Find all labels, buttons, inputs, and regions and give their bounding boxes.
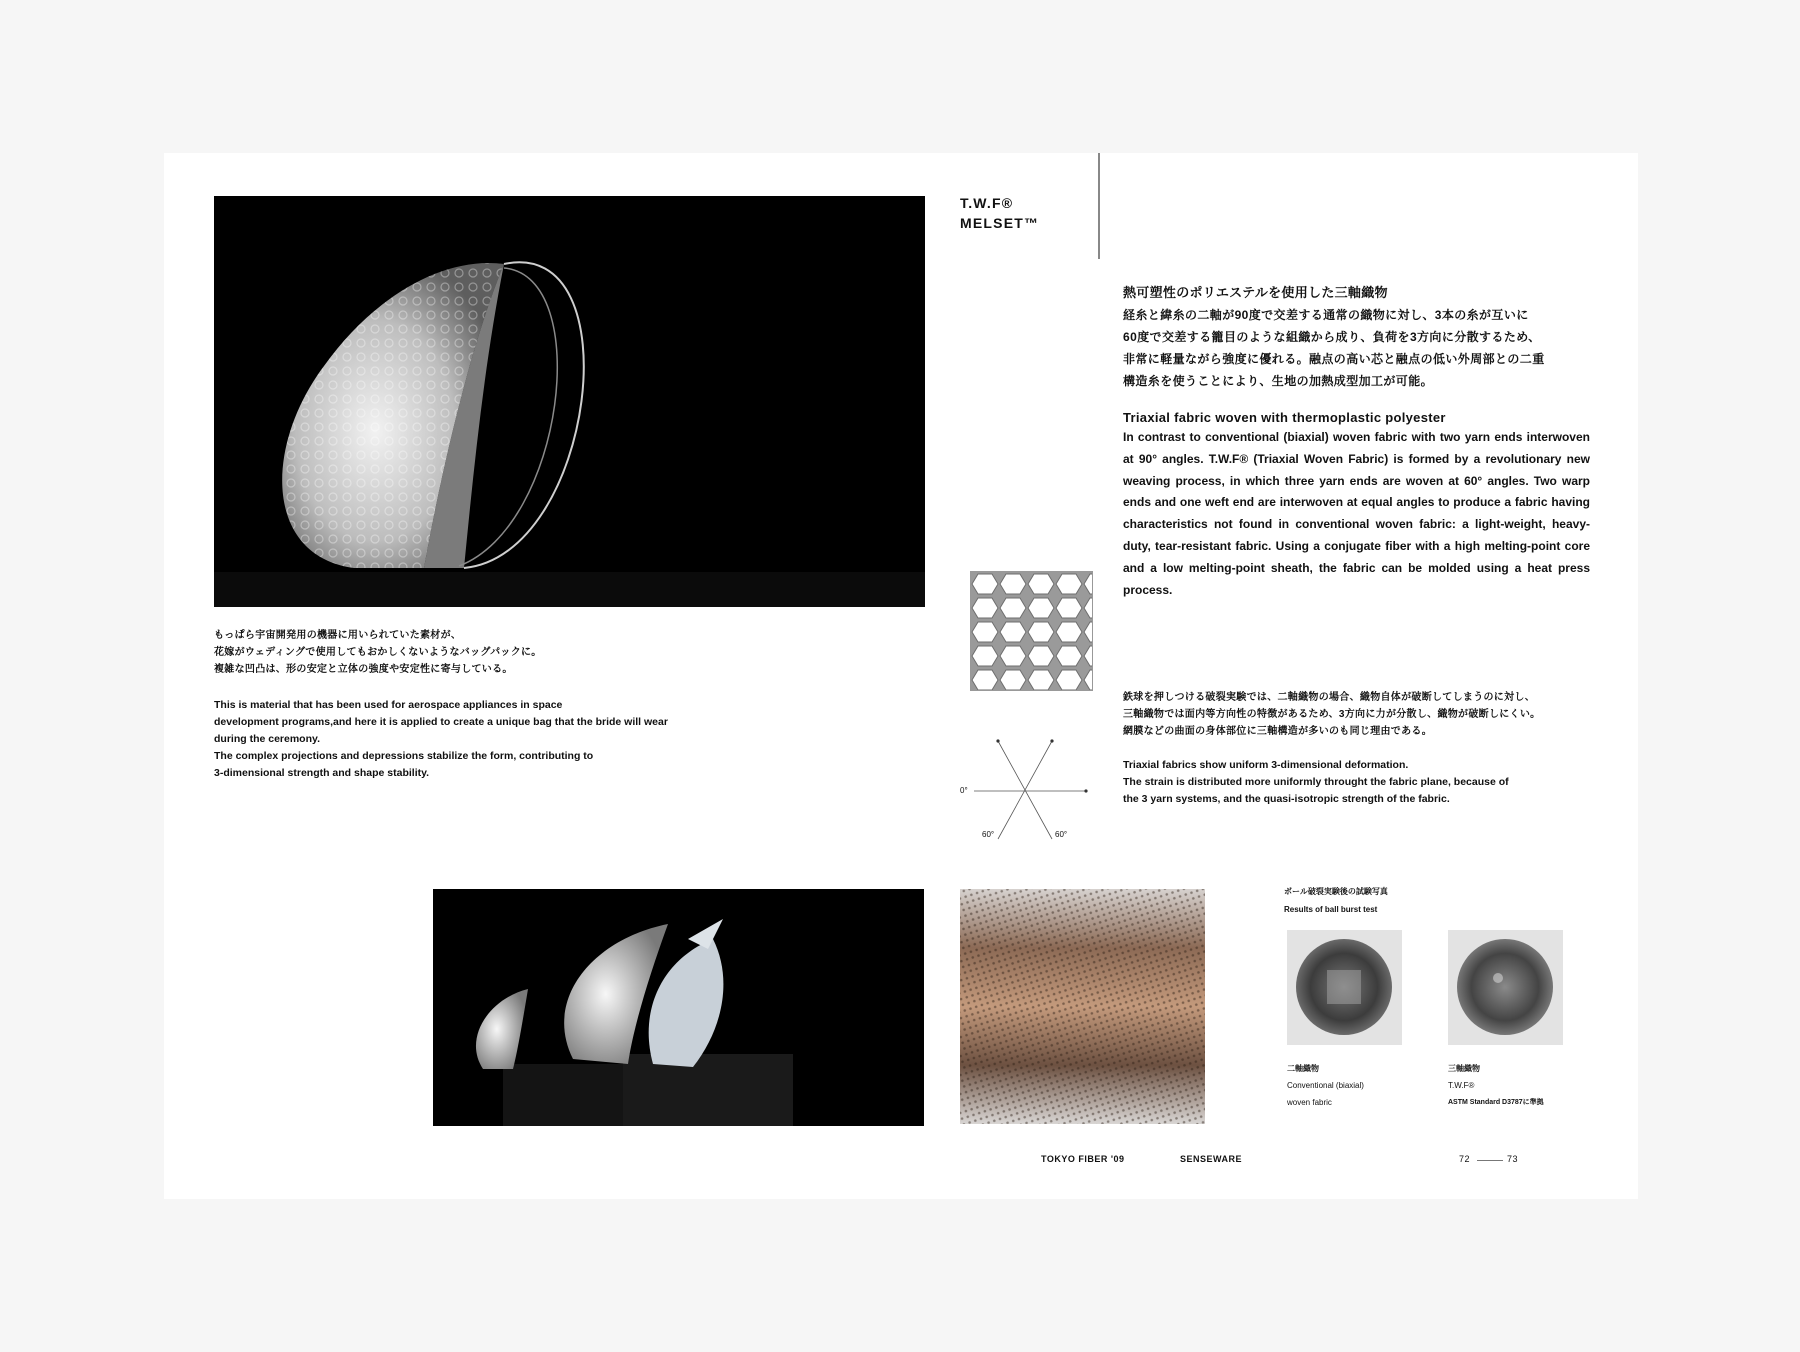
caption-en-line: 3-dimensional strength and shape stability. — [214, 767, 430, 779]
main-photo — [214, 196, 925, 607]
label-60-degrees-b: 60° — [1055, 830, 1068, 839]
axis-diagram — [960, 739, 1090, 843]
burst-test-title-en: Results of ball burst test — [1284, 905, 1378, 914]
footer-section: SENSEWARE — [1180, 1154, 1243, 1164]
caption-jp-line: 花嫁がウェディングで使用してもおかしくないようなバッグパックに。 — [214, 647, 542, 658]
biaxial-label — [1287, 1060, 1364, 1111]
secondary-photo — [433, 889, 924, 1126]
body-jp-line: 60度で交差する籠目のような組織から成り、負荷を3方向に分散するため、 — [1123, 330, 1541, 344]
caption-jp-line: 複雑な凹凸は、形の安定と立体の強度や安定性に寄与している。 — [214, 664, 513, 675]
triaxial-angle-diagram — [960, 739, 1090, 843]
biaxial-label-jp: 二軸織物 — [1287, 1064, 1319, 1073]
brand-title — [960, 193, 1039, 233]
note-en-line: Triaxial fabrics show uniform 3-dimensional deformation. — [1123, 759, 1409, 771]
caption-en-line: This is material that has been used for aerospace appliances in space — [214, 699, 563, 711]
note-jp-line: 三軸織物では面内等方向性の特徴があるため、3方向に力が分散し、織物が破断しにくい。 — [1123, 709, 1541, 720]
magazine-spread — [164, 153, 1638, 1199]
note-jp-line: 鉄球を押しつける破裂実験では、二軸織物の場合、織物自体が破断してしまうのに対し、 — [1123, 692, 1535, 703]
burst-photo-biaxial — [1287, 930, 1402, 1045]
biaxial-label-en-1: Conventional (biaxial) — [1287, 1081, 1364, 1090]
biaxial-label-en-2: woven fabric — [1287, 1098, 1332, 1107]
label-60-degrees-a: 60° — [982, 830, 995, 839]
caption-en-line: development programs,and here it is applied to create a unique bag that the bride will wear — [214, 716, 668, 728]
caption-jp-line: もっぱら宇宙開発用の機器に用いられていた素材が、 — [214, 630, 462, 641]
note-en — [1123, 757, 1593, 808]
note-en-line: the 3 yarn systems, and the quasi-isotropic strength of the fabric. — [1123, 793, 1450, 805]
jp-block — [1123, 282, 1598, 392]
caption-en-line: The complex projections and depressions stabilize the form, contributing to — [214, 750, 594, 762]
page-number-divider — [1477, 1160, 1503, 1161]
body-jp-line: 経糸と緯糸の二軸が90度で交差する通常の織物に対し、3本の糸が互いに — [1123, 308, 1529, 322]
caption-en — [214, 697, 914, 782]
note-jp — [1123, 689, 1593, 740]
label-0-degrees: 0° — [960, 786, 968, 795]
burst-sample-triaxial — [1448, 930, 1563, 1045]
fabric-roll-image — [960, 889, 1205, 1124]
burst-test-section — [1284, 886, 1614, 1126]
fabric-closeup-photo — [960, 889, 1205, 1124]
page-number-left: 72 — [1459, 1154, 1471, 1164]
weave-pattern — [970, 571, 1093, 691]
footer-publication: TOKYO FIBER '09 — [1041, 1154, 1125, 1164]
body-jp-line: 非常に軽量ながら強度に優れる。融点の高い芯と融点の低い外周部との二重 — [1123, 352, 1545, 366]
triaxial-weave-icon — [971, 572, 1092, 690]
brand-line-1: T.W.F® — [960, 195, 1014, 211]
triaxial-label-note: ASTM Standard D3787に準拠 — [1448, 1099, 1544, 1106]
bag-group-image — [433, 889, 924, 1126]
triaxial-label-jp: 三軸織物 — [1448, 1064, 1480, 1073]
page-number-right: 73 — [1507, 1154, 1519, 1164]
en-block — [1123, 410, 1590, 601]
triaxial-label-en: T.W.F® — [1448, 1081, 1475, 1090]
burst-sample-biaxial — [1287, 930, 1402, 1045]
burst-test-title-jp: ボール破裂実験後の試験写真 — [1284, 887, 1388, 896]
translucent-bag-image — [214, 196, 925, 607]
note-jp-line: 網膜などの曲面の身体部位に三軸構造が多いのも同じ理由である。 — [1123, 726, 1432, 737]
body-jp-line: 構造糸を使うことにより、生地の加熱成型加工が可能。 — [1123, 374, 1434, 388]
heading-jp: 熱可塑性のポリエステルを使用した三軸織物 — [1123, 285, 1388, 300]
triaxial-label — [1448, 1060, 1544, 1111]
caption-en-line: during the ceremony. — [214, 733, 320, 745]
heading-en: Triaxial fabric woven with thermoplastic polyester — [1123, 410, 1446, 425]
body-en: In contrast to conventional (biaxial) woven fabric with two yarn ends interwoven at 90° angles. T.W.F® (Triaxial Woven Fabric) is formed by a revolutionary new weaving process, in which three yarn ends are woven at 60° angles. Two warp ends and one weft end are interwoven at equal angles to produce a fabric having characteristics not found in conventional woven fabric: a light-weight, heavy-duty, tear-resistant fabric. Using a conjugate fiber with a high melting-point core and a low melting-point sheath, the fabric can be molded using a heat press process. — [1123, 430, 1590, 597]
vertical-divider — [1098, 153, 1100, 259]
note-en-line: The strain is distributed more uniformly throught the fabric plane, because of — [1123, 776, 1509, 788]
brand-line-2: MELSET™ — [960, 215, 1040, 231]
caption-jp — [214, 627, 914, 678]
burst-photo-triaxial — [1448, 930, 1563, 1045]
